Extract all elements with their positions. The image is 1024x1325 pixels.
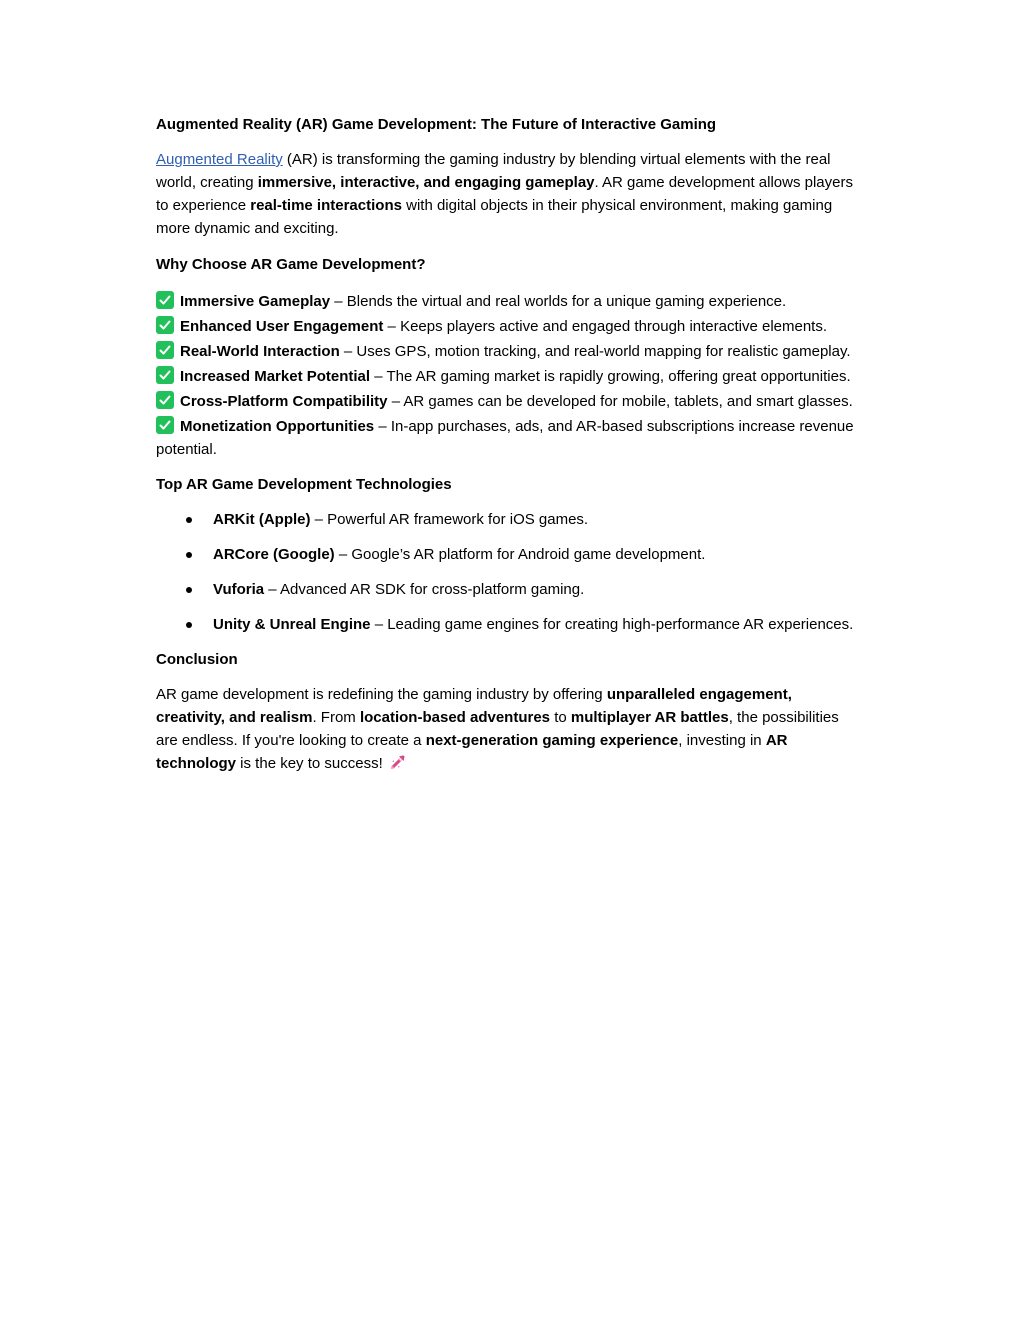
check-mark-icon — [156, 316, 174, 334]
intro-bold-2: real-time interactions — [250, 197, 402, 214]
tech-description: – Advanced AR SDK for cross-platform gaming. — [264, 581, 585, 598]
intro-text-2: . AR game development allows players to experience — [156, 174, 853, 214]
bullet-icon — [186, 552, 192, 558]
tech-name: Unity & Unreal Engine — [213, 616, 371, 633]
intro-text-3: with digital objects in their physical environment, making gaming more dynamic and exciting. — [156, 197, 833, 237]
conclusion-text-6: is the key to success! — [236, 755, 387, 772]
tech-name: Vuforia — [213, 581, 265, 598]
intro-bold-1: immersive, interactive, and engaging gameplay — [257, 174, 595, 191]
benefit-title: Increased Market Potential — [180, 368, 371, 385]
benefit-item — [156, 340, 856, 363]
bullet-icon — [186, 587, 192, 593]
conclusion-text-3: to — [550, 709, 571, 726]
conclusion-text-4: , the possibilities are endless. If you're looking to create a — [156, 709, 839, 749]
document-body — [156, 113, 856, 778]
conclusion-bold-5: AR technology — [156, 732, 788, 772]
benefit-item — [156, 365, 856, 388]
conclusion-bold-3: multiplayer AR battles — [570, 709, 729, 726]
benefit-title: Cross-Platform Compatibility — [180, 393, 388, 410]
list-item — [156, 543, 856, 566]
intro-paragraph — [156, 148, 856, 240]
benefit-text: – Blends the virtual and real worlds for a unique gaming experience. — [330, 293, 787, 310]
tech-description: – Leading game engines for creating high-performance AR experiences. — [370, 616, 854, 633]
benefit-item — [156, 390, 856, 413]
technologies-list — [156, 508, 856, 636]
technologies-heading: Top AR Game Development Technologies — [156, 476, 452, 493]
conclusion-paragraph — [156, 683, 856, 778]
conclusion-bold-4: next-generation gaming experience — [425, 732, 679, 749]
benefit-text: – The AR gaming market is rapidly growing, offering great opportunities. — [370, 368, 851, 385]
benefit-title: Real-World Interaction — [180, 343, 340, 360]
conclusion-bold-2: location-based adventures — [359, 709, 551, 726]
tech-description: – Google’s AR platform for Android game development. — [334, 546, 706, 563]
check-mark-icon — [156, 291, 174, 309]
check-mark-icon — [156, 341, 174, 359]
benefit-title: Enhanced User Engagement — [180, 318, 384, 335]
conclusion-bold-1: unparalleled engagement, creativity, and realism — [156, 686, 792, 726]
benefit-item — [156, 315, 856, 338]
conclusion-text-1: AR game development is redefining the gaming industry by offering — [156, 686, 607, 703]
benefit-text: – Uses GPS, motion tracking, and real-world mapping for realistic gameplay. — [339, 343, 851, 360]
check-mark-icon — [156, 366, 174, 384]
benefit-text: – Keeps players active and engaged through interactive elements. — [383, 318, 828, 335]
list-item — [156, 613, 856, 636]
rocket-icon — [389, 753, 407, 778]
bullet-icon — [186, 517, 192, 523]
benefit-text: – In-app purchases, ads, and AR-based subscriptions increase revenue potential. — [156, 418, 854, 458]
list-item — [156, 508, 856, 531]
augmented-reality-link[interactable]: Augmented Reality — [156, 151, 283, 168]
bullet-icon — [186, 622, 192, 628]
benefit-title: Immersive Gameplay — [180, 293, 331, 310]
conclusion-text-2: . From — [312, 709, 360, 726]
check-mark-icon — [156, 391, 174, 409]
conclusion-text-5: , investing in — [678, 732, 766, 749]
benefit-item — [156, 415, 856, 461]
tech-name: ARKit (Apple) — [213, 511, 311, 528]
why-heading: Why Choose AR Game Development? — [156, 256, 426, 273]
benefits-list — [156, 290, 856, 461]
benefit-text: – AR games can be developed for mobile, tablets, and smart glasses. — [387, 393, 853, 410]
benefit-item — [156, 290, 856, 313]
conclusion-heading: Conclusion — [156, 651, 238, 668]
tech-description: – Powerful AR framework for iOS games. — [310, 511, 589, 528]
benefit-title: Monetization Opportunities — [180, 418, 375, 435]
intro-text-1: (AR) is transforming the gaming industry by blending virtual elements with the real world, creating — [156, 151, 831, 191]
tech-name: ARCore (Google) — [213, 546, 335, 563]
document-title: Augmented Reality (AR) Game Development: The Future of Interactive Gaming — [156, 116, 717, 133]
list-item — [156, 578, 856, 601]
check-mark-icon — [156, 416, 174, 434]
